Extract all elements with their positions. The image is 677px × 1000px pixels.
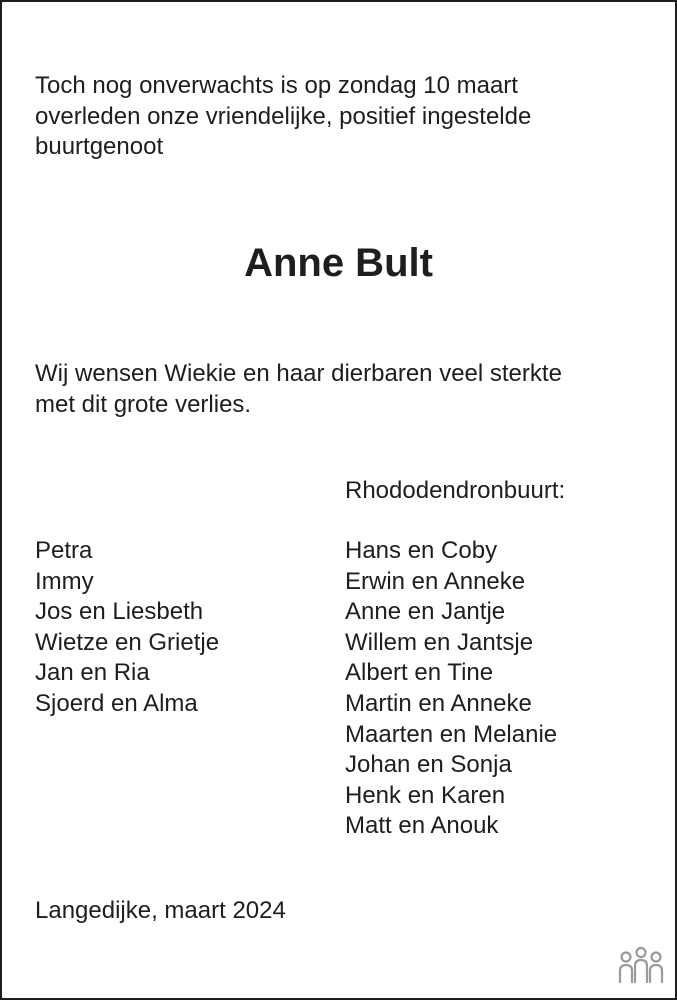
list-item: Maarten en Melanie xyxy=(345,720,558,748)
list-item: Jan en Ria xyxy=(35,659,150,687)
list-item: Henk en Karen xyxy=(345,781,506,809)
list-item: Matt en Anouk xyxy=(345,812,499,840)
condolence-line: met dit grote verlies. xyxy=(35,390,252,418)
list-item: Erwin en Anneke xyxy=(345,567,526,595)
list-item: Immy xyxy=(35,567,94,595)
neighborhood-label: Rhododendronbuurt: xyxy=(345,477,566,504)
list-item: Johan en Sonja xyxy=(345,751,512,779)
intro-line: overleden onze vriendelijke, positief ingestelde xyxy=(35,102,532,130)
place-date: Langedijke, maart 2024 xyxy=(35,897,286,924)
deceased-name: Anne Bult xyxy=(244,241,433,285)
condolence-text xyxy=(35,359,635,420)
list-item: Wietze en Grietje xyxy=(35,628,220,656)
list-item: Albert en Tine xyxy=(345,659,494,687)
list-item: Willem en Jantsje xyxy=(345,628,534,656)
list-item: Hans en Coby xyxy=(345,537,498,564)
intro-line: Toch nog onverwachts is op zondag 10 maart xyxy=(35,72,518,99)
people-group-icon xyxy=(617,946,665,986)
list-item: Martin en Anneke xyxy=(345,689,532,717)
list-item: Sjoerd en Alma xyxy=(35,689,198,717)
right-names-list xyxy=(345,536,557,842)
left-names-list xyxy=(35,536,219,720)
condolence-line: Wij wensen Wiekie en haar dierbaren veel sterkte xyxy=(35,360,562,387)
list-item: Jos en Liesbeth xyxy=(35,598,204,626)
intro-line: buurtgenoot xyxy=(35,133,164,160)
intro-text xyxy=(35,71,635,163)
list-item: Anne en Jantje xyxy=(345,598,506,626)
list-item: Petra xyxy=(35,537,93,564)
